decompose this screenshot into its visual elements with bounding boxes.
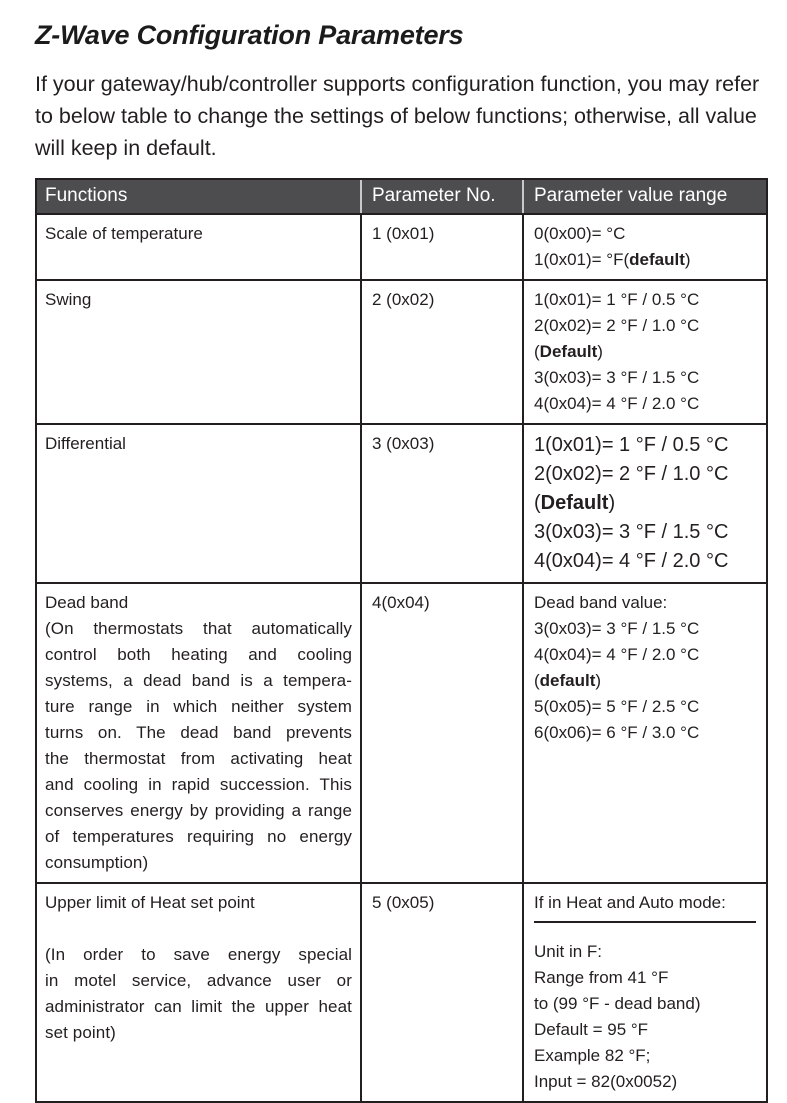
function-text: Scale of temperature [45, 224, 203, 243]
value-line: Dead band value: [534, 593, 668, 612]
function-description-line: conserves energy by providing a range [45, 801, 352, 820]
value-line: Example 82 °F; [534, 1046, 651, 1065]
function-cell [37, 425, 360, 582]
value-line: Input = 82(0x0052) [534, 1072, 678, 1091]
value-line: Unit in F: [534, 942, 603, 961]
value-range-cell [522, 584, 766, 882]
parameter-cell: 4(0x04) [360, 584, 522, 882]
function-cell [37, 584, 360, 882]
function-description-line: the thermostat from activating heat [45, 749, 352, 768]
table-row [37, 584, 766, 884]
column-header: Functions [45, 185, 128, 206]
value-line: If in Heat and Auto mode: [534, 893, 726, 912]
function-cell [37, 884, 360, 1101]
function-description-line: control both heating and cooling [45, 645, 352, 664]
config-table [35, 178, 768, 1103]
function-description-line: turns on. The dead band prevents [45, 723, 352, 742]
divider-line [534, 921, 756, 923]
value-line: (Default) [534, 492, 616, 514]
function-description-line: (In order to save energy special [45, 945, 352, 964]
value-line: 3(0x03)= 3 °F / 1.5 °C [534, 368, 700, 387]
function-text: Dead band [45, 593, 129, 612]
parameter-cell: 2 (0x02) [360, 281, 522, 423]
function-description-line: set point) [45, 1023, 116, 1042]
function-description-line: and cooling in rapid succession. This [45, 775, 352, 794]
parameter-cell: 5 (0x05) [360, 884, 522, 1101]
value-line: 1(0x01)= 1 °F / 0.5 °C [534, 434, 729, 456]
value-line: 4(0x04)= 4 °F / 2.0 °C [534, 394, 700, 413]
value-line: (Default) [534, 342, 603, 361]
function-text: Upper limit of Heat set point [45, 893, 255, 912]
value-line: 3(0x03)= 3 °F / 1.5 °C [534, 619, 700, 638]
value-range-cell [522, 425, 766, 582]
value-range-cell [522, 281, 766, 423]
column-header: Parameter value range [522, 180, 766, 213]
function-description-line: of temperatures requiring no energy [45, 827, 352, 846]
function-description-line: ture range in which neither system [45, 697, 352, 716]
column-header: Parameter No. [360, 180, 522, 213]
parameter-cell: 3 (0x03) [360, 425, 522, 582]
function-description-line: (On thermostats that automatically [45, 619, 352, 638]
table-row [37, 884, 766, 1101]
value-line: to (99 °F - dead band) [534, 994, 701, 1013]
value-line: 4(0x04)= 4 °F / 2.0 °C [534, 550, 729, 572]
value-line: 1(0x01)= 1 °F / 0.5 °C [534, 290, 700, 309]
value-line: 6(0x06)= 6 °F / 3.0 °C [534, 723, 700, 742]
function-text: Swing [45, 290, 92, 309]
intro-paragraph: If your gateway/hub/controller supports configuration function, you may refer to below table to change the settings of below functions; otherwise, all value will keep in default. [35, 72, 760, 160]
function-description-line: systems, a dead band is a tempera- [45, 671, 352, 690]
value-range-cell [522, 884, 766, 1101]
table-row [37, 425, 766, 584]
value-line: 1(0x01)= °F(default) [534, 250, 691, 269]
value-line: Range from 41 °F [534, 968, 669, 987]
value-line: (default) [534, 671, 602, 690]
value-line: 4(0x04)= 4 °F / 2.0 °C [534, 645, 700, 664]
function-description-line: consumption) [45, 853, 149, 872]
function-description-line: in motel service, advance user or [45, 971, 352, 990]
function-cell [37, 215, 360, 279]
function-text: Differential [45, 434, 126, 453]
parameter-cell: 1 (0x01) [360, 215, 522, 279]
function-cell [37, 281, 360, 423]
value-line: 2(0x02)= 2 °F / 1.0 °C [534, 316, 700, 335]
value-line: 5(0x05)= 5 °F / 2.5 °C [534, 697, 700, 716]
value-line: 2(0x02)= 2 °F / 1.0 °C [534, 463, 729, 485]
value-line: Default = 95 °F [534, 1020, 649, 1039]
function-description-line: administrator can limit the upper heat [45, 997, 352, 1016]
table-header-row [37, 180, 766, 215]
table-body [37, 215, 766, 1101]
value-range-cell [522, 215, 766, 279]
value-line: 3(0x03)= 3 °F / 1.5 °C [534, 521, 729, 543]
function-text [45, 916, 352, 942]
value-line: 0(0x00)= °C [534, 224, 626, 243]
table-row [37, 281, 766, 425]
page-title: Z-Wave Configuration Parameters [35, 20, 464, 50]
table-row [37, 215, 766, 281]
